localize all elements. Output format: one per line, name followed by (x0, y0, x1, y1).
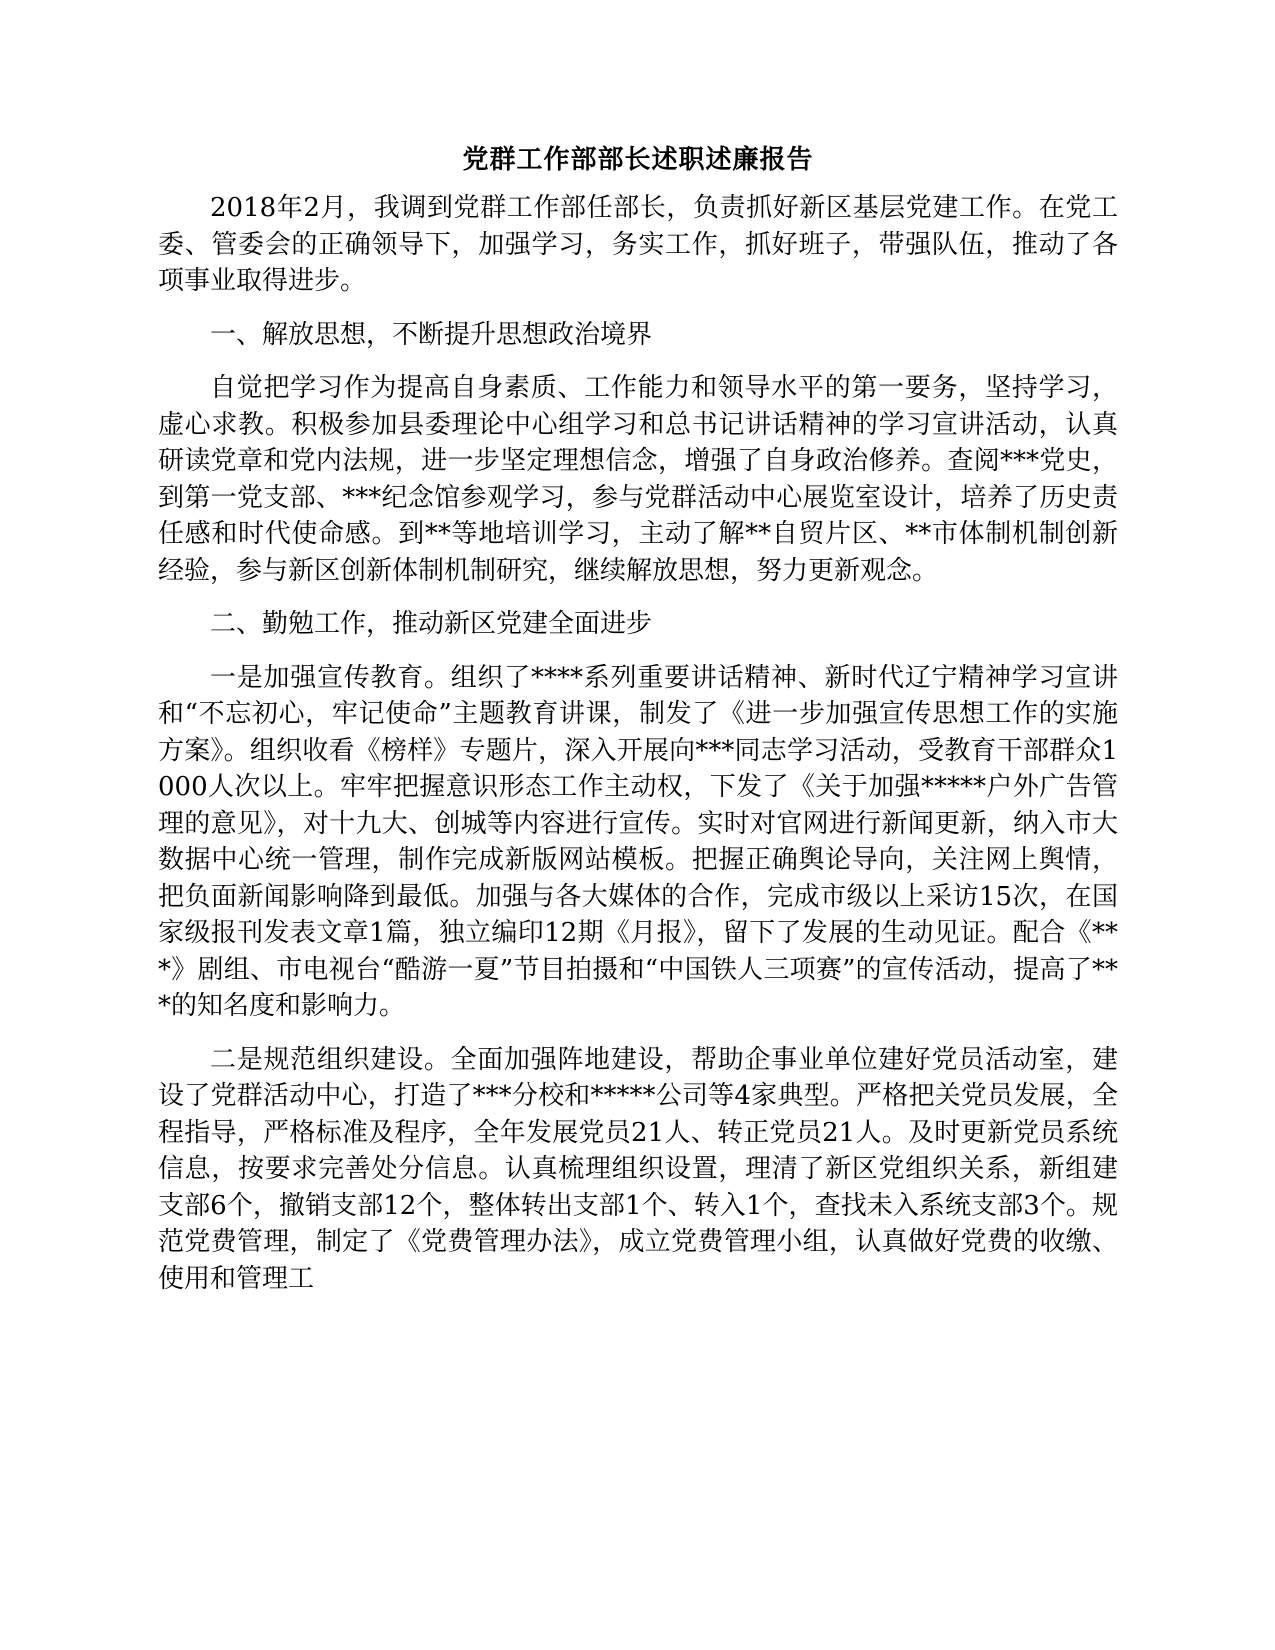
section-2-item-1-paragraph: 一是加强宣传教育。组织了****系列重要讲话精神、新时代辽宁精神学习宣讲和“不忘初心，牢记使命”主题教育讲课，制发了《进一步加强宣传思想工作的实施方案》。组织收看《榜样》专题片，深入开展向***同志学习活动，受教育干部群众1000人次以上。牢牢把握意识形态工作主动权，下发了《关于加强*****户外广告管理的意见》，对十九大、创城等内容进行宣传。实时对官网进行新闻更新，纳入市大数据中心统一管理，制作完成新版网站模板。把握正确舆论导向，关注网上舆情，把负面新闻影响降到最低。加强与各大媒体的合作，完成市级以上采访15次，在国家级报刊发表文章1篇，独立编印12期《月报》，留下了发展的生动见证。配合《***》剧组、市电视台“酷游一夏”节目拍摄和“中国铁人三项赛”的宣传活动，提高了***的知名度和影响力。 (158, 662, 1118, 1021)
section-1-heading: 一、解放思想，不断提升思想政治境界 (210, 319, 653, 350)
section-2-item-2-paragraph: 二是规范组织建设。全面加强阵地建设，帮助企事业单位建好党员活动室，建设了党群活动中心，打造了***分校和*****公司等4家典型。严格把关党员发展，全程指导，严格标准及程序，全年发展党员21人、转正党员21人。及时更新党员系统信息，按要求完善处分信息。认真梳理组织设置，理清了新区党组织关系，新组建支部6个，撤销支部12个，整体转出支部1个、转入1个，查找未入系统支部3个。规范党费管理，制定了《党费管理办法》，成立党费管理小组，认真做好党费的收缴、使用和管理工 (158, 1044, 1118, 1294)
section-1-paragraph: 自觉把学习作为提高自身素质、工作能力和领导水平的第一要务，坚持学习，虚心求教。积极参加县委理论中心组学习和总书记讲话精神的学习宣讲活动，认真研读党章和党内法规，进一步坚定理想信念，增强了自身政治修养。查阅***党史，到第一党支部、***纪念馆参观学习，参与党群活动中心展览室设计，培养了历史责任感和时代使命感。到**等地培训学习，主动了解**自贸片区、**市体制机制创新经验，参与新区创新体制机制研究，继续解放思想，努力更新观念。 (158, 373, 1118, 586)
document-title: 党群工作部部长述职述廉报告 (462, 145, 814, 175)
document-page (158, 140, 1118, 1314)
section-2-heading: 二、勤勉工作，推动新区党建全面进步 (210, 609, 653, 639)
intro-paragraph: 2018年2月，我调到党群工作部任部长，负责抓好新区基层党建工作。在党工委、管委会的正确领导下，加强学习，务实工作，抓好班子，带强队伍，推动了各项事业取得进步。 (158, 193, 1118, 296)
